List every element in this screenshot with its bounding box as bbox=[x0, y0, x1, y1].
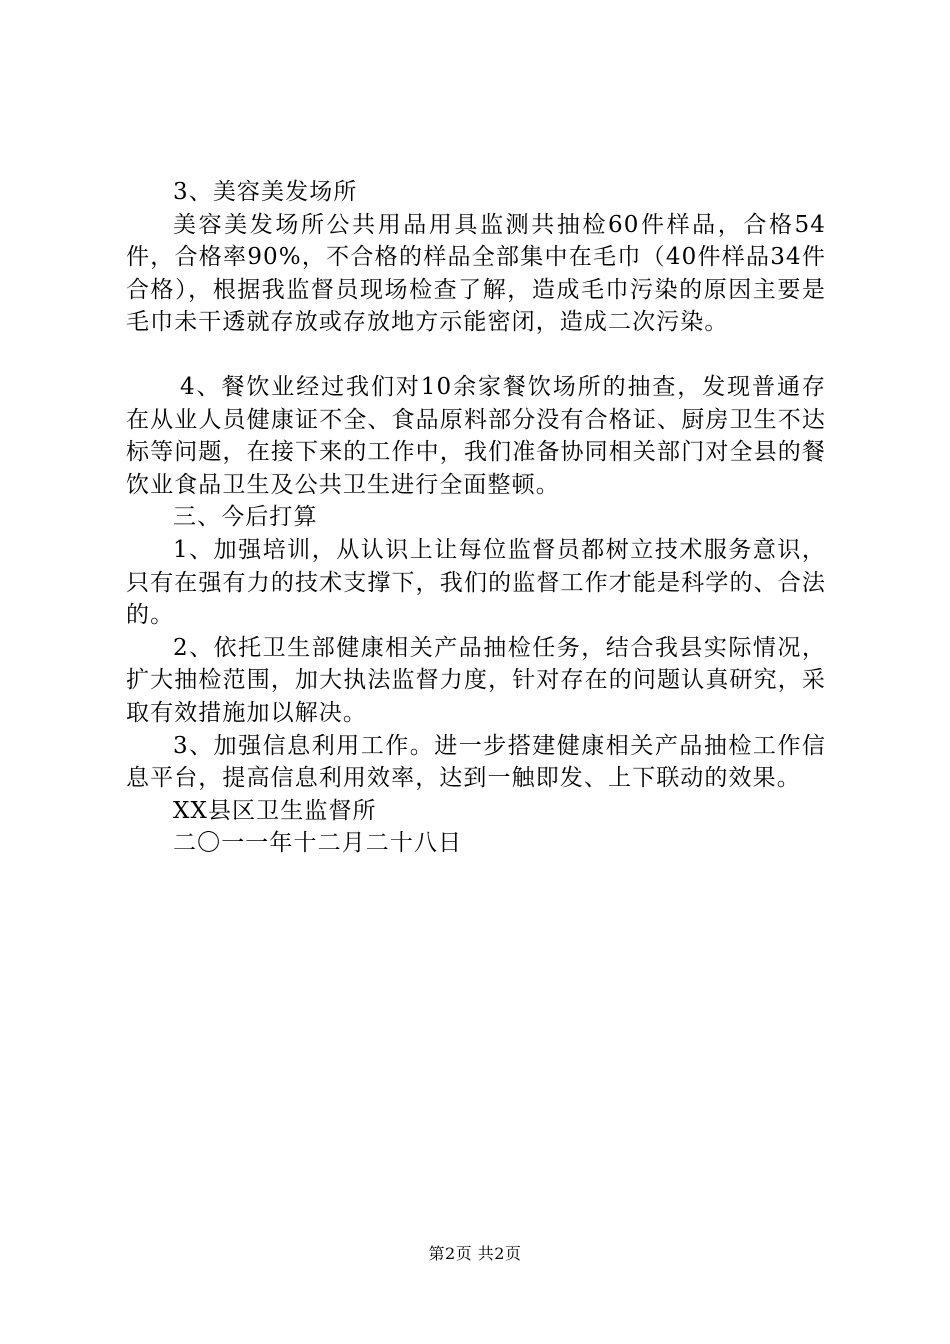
paragraph-beauty-salon-results: 美容美发场所公共用品用具监测共抽检60件样品，合格54件，合格率90%，不合格的样品全部集中在毛巾（40件样品34件合格），根据我监督员现场检查了解，造成毛巾污染的原因主要是毛巾未干透就存放或存放地方示能密闭，造成二次污染。 bbox=[126, 211, 826, 336]
paragraph-plan-inspection: 2、依托卫生部健康相关产品抽检任务，结合我县实际情况，扩大抽检范围，加大执法监督力度，针对存在的问题认真研究，采取有效措施加以解决。 bbox=[126, 634, 826, 726]
paragraph-plan-training: 1、加强培训，从认识上让每位监督员都树立技术服务意识，只有在强有力的技术支撑下，我们的监督工作才能是科学的、合法的。 bbox=[126, 536, 826, 629]
paragraph-plan-information: 3、加强信息利用工作。进一步搭建健康相关产品抽检工作信息平台，提高信息利用效率，达到一触即发、上下联动的效果。 bbox=[126, 732, 826, 792]
section-heading-future-plans: 三、今后打算 bbox=[173, 504, 318, 531]
section-heading-beauty-salon: 3、美容美发场所 bbox=[173, 179, 358, 205]
signature-date: 二〇一一年十二月二十八日 bbox=[173, 830, 463, 857]
paragraph-gap bbox=[126, 339, 826, 371]
paragraph-catering: 4、餐饮业经过我们对10余家餐饮场所的抽查，发现普通存在从业人员健康证不全、食品原料部分没有合格证、厨房卫生不达标等问题，在接下来的工作中，我们准备协同相关部门对全县的餐饮业食品卫生及公共卫生进行全面整顿。 bbox=[126, 373, 826, 498]
signature-organization: XX县区卫生监督所 bbox=[173, 797, 377, 824]
page-number-footer: 第2页 共2页 bbox=[428, 1244, 522, 1263]
document-body bbox=[126, 176, 826, 860]
